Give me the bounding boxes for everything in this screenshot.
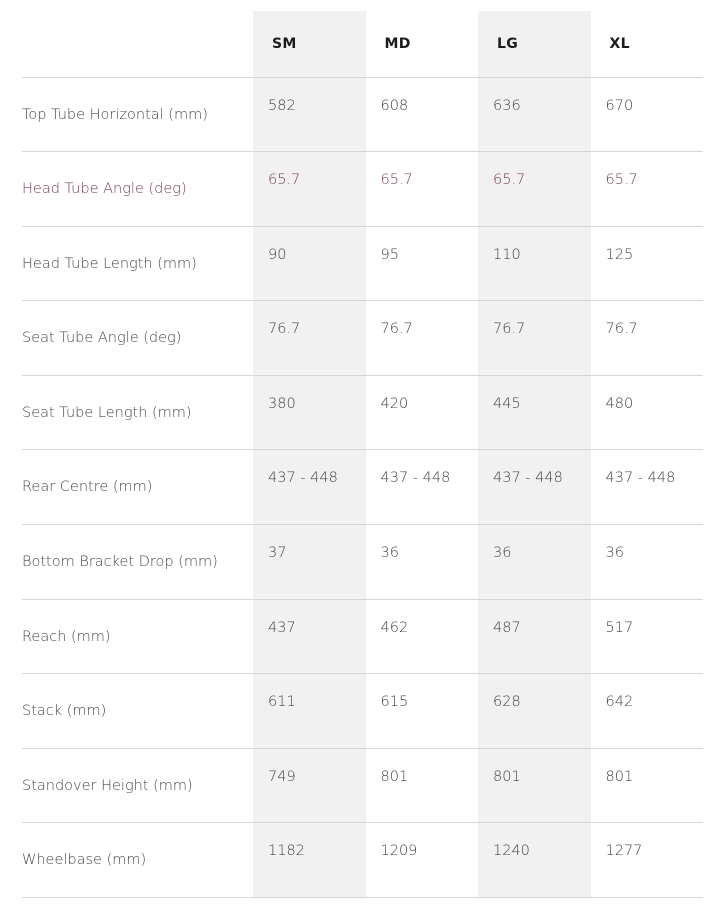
cell-md: 420: [366, 375, 479, 450]
table-row: [22, 226, 703, 301]
cell-sm: 437 - 448: [253, 450, 366, 525]
row-label: Seat Tube Angle (deg): [22, 301, 253, 376]
cell-lg: 628: [478, 674, 591, 749]
cell-lg: 110: [478, 226, 591, 301]
cell-xl: 65.7: [591, 152, 704, 227]
cell-sm: 582: [253, 77, 366, 152]
size-header-xl: XL: [591, 11, 704, 77]
row-label: Head Tube Length (mm): [22, 226, 253, 301]
cell-sm: 65.7: [253, 152, 366, 227]
table-row: [22, 375, 703, 450]
row-label: Rear Centre (mm): [22, 450, 253, 525]
table-row: [22, 301, 703, 376]
table-row: [22, 450, 703, 525]
cell-lg: 445: [478, 375, 591, 450]
cell-xl: 36: [591, 525, 704, 600]
cell-md: 65.7: [366, 152, 479, 227]
cell-xl: 801: [591, 748, 704, 823]
header-row: [22, 11, 703, 77]
table-row: [22, 599, 703, 674]
geometry-table: [22, 11, 703, 898]
cell-lg: 801: [478, 748, 591, 823]
header-label-cell: [22, 11, 253, 77]
geometry-table-header: [22, 11, 703, 77]
cell-md: 462: [366, 599, 479, 674]
table-row: [22, 674, 703, 749]
cell-lg: 65.7: [478, 152, 591, 227]
cell-md: 76.7: [366, 301, 479, 376]
cell-lg: 437 - 448: [478, 450, 591, 525]
table-row: [22, 748, 703, 823]
cell-sm: 749: [253, 748, 366, 823]
table-row: [22, 525, 703, 600]
row-label: Top Tube Horizontal (mm): [22, 77, 253, 152]
size-header-sm: SM: [253, 11, 366, 77]
cell-lg: 487: [478, 599, 591, 674]
cell-md: 615: [366, 674, 479, 749]
cell-xl: 76.7: [591, 301, 704, 376]
cell-sm: 1182: [253, 823, 366, 898]
geometry-table-body: [22, 77, 703, 898]
size-header-lg: LG: [478, 11, 591, 77]
cell-sm: 37: [253, 525, 366, 600]
cell-sm: 437: [253, 599, 366, 674]
cell-md: 95: [366, 226, 479, 301]
cell-xl: 125: [591, 226, 704, 301]
row-label: Stack (mm): [22, 674, 253, 749]
row-label: Bottom Bracket Drop (mm): [22, 525, 253, 600]
cell-xl: 1277: [591, 823, 704, 898]
cell-md: 1209: [366, 823, 479, 898]
cell-lg: 76.7: [478, 301, 591, 376]
cell-xl: 480: [591, 375, 704, 450]
cell-lg: 36: [478, 525, 591, 600]
cell-lg: 636: [478, 77, 591, 152]
cell-md: 801: [366, 748, 479, 823]
row-label: Reach (mm): [22, 599, 253, 674]
cell-sm: 76.7: [253, 301, 366, 376]
table-row: [22, 823, 703, 898]
cell-md: 608: [366, 77, 479, 152]
cell-xl: 517: [591, 599, 704, 674]
cell-sm: 611: [253, 674, 366, 749]
cell-md: 437 - 448: [366, 450, 479, 525]
cell-lg: 1240: [478, 823, 591, 898]
cell-xl: 642: [591, 674, 704, 749]
row-label: Head Tube Angle (deg): [22, 152, 253, 227]
table-row: [22, 152, 703, 227]
cell-xl: 437 - 448: [591, 450, 704, 525]
cell-md: 36: [366, 525, 479, 600]
size-header-md: MD: [366, 11, 479, 77]
row-label: Wheelbase (mm): [22, 823, 253, 898]
cell-sm: 90: [253, 226, 366, 301]
cell-sm: 380: [253, 375, 366, 450]
row-label: Seat Tube Length (mm): [22, 375, 253, 450]
cell-xl: 670: [591, 77, 704, 152]
table-row: [22, 77, 703, 152]
row-label: Standover Height (mm): [22, 748, 253, 823]
